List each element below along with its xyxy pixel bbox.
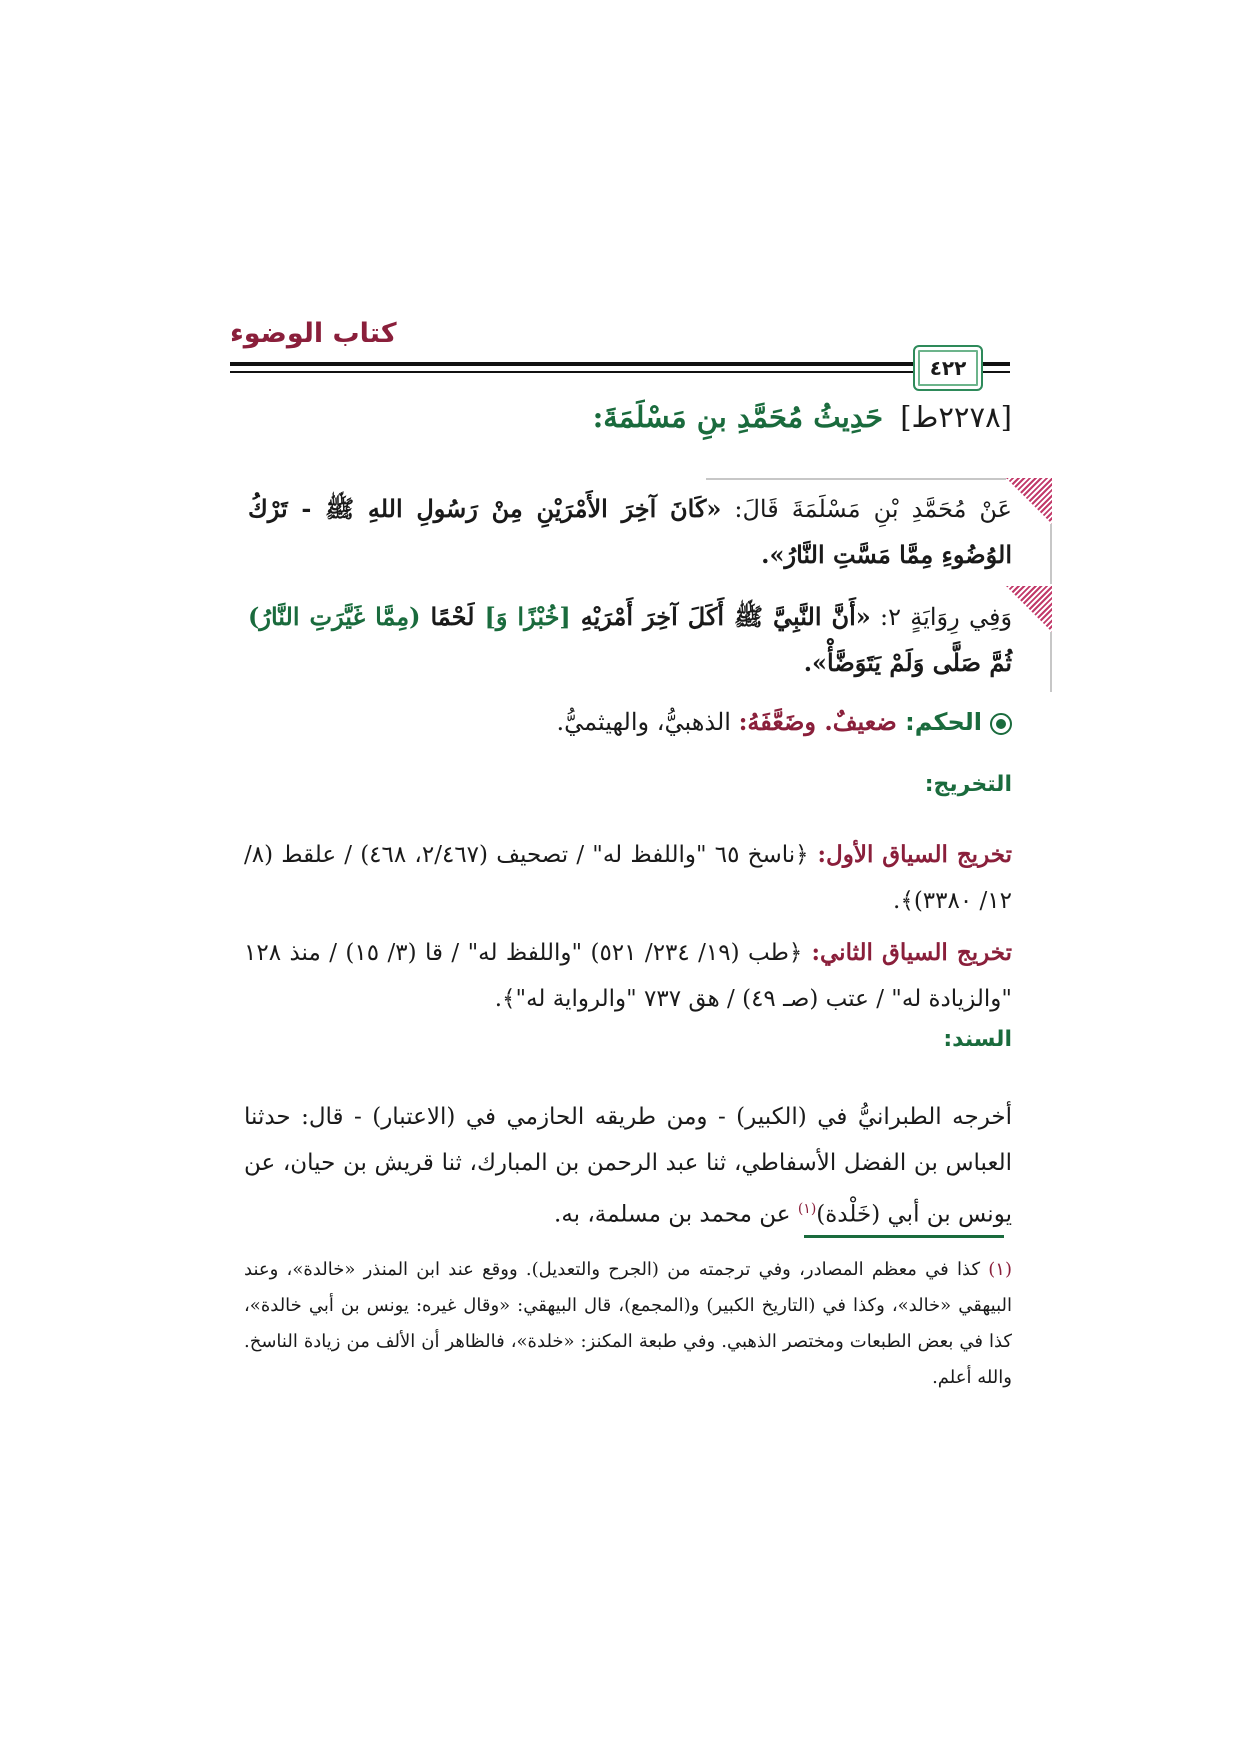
takhrij-1-text: ﴿ناسخ ٦٥ "واللفظ له" / تصحيف (٢/٤٦٧، ٤٦٨) / علقط (٨/ ١٢/ ٣٣٨٠)﴾. (244, 842, 1012, 914)
header-rule-thick (230, 362, 1010, 366)
section-heading (593, 400, 1012, 434)
section-number: [٢٢٧٨ط] (900, 400, 1012, 434)
section-title: حَدِيثُ مُحَمَّدِ بنِ مَسْلَمَةَ: (592, 400, 883, 434)
flower-bullet-icon (990, 713, 1012, 735)
sanad-text-a: أخرجه الطبرانيُّ في (الكبير) - ومن طريقه الحازمي في (الاعتبار) - قال: حدثنا العباس بن الفضل الأسفاطي، ثنا عبد الرحمن بن المبارك، ثنا قريش بن حيان، عن يونس بن أبي (خَلْدة) (244, 1104, 1012, 1228)
header-rule-thin (230, 371, 1010, 373)
verdict-line (556, 707, 1012, 736)
verdict-value: ضعيفٌ. وضَعَّفَهُ: (738, 707, 897, 736)
hadith-2-addition: [خُبْزًا وَ] (484, 602, 571, 631)
footnote-divider (804, 1235, 1004, 1238)
takhrij-paragraph-2 (244, 930, 1012, 1022)
hadith-frame-line (1050, 524, 1052, 584)
verdict-label: الحكم: (896, 708, 982, 736)
hadith-1-intro: عَنْ مُحَمَّدِ بْنِ مَسْلَمَةَ قَالَ: (721, 495, 1013, 523)
footnote-reference[interactable]: (١) (797, 1201, 817, 1217)
hadith-2-matn-e: ثُمَّ صَلَّى وَلَمْ يَتَوَضَّأْ». (803, 648, 1012, 677)
footnote-text: كذا في معظم المصادر، وفي ترجمته من (الجرح والتعديل). ووقع عند ابن المنذر «خالدة»، وعند البيهقي «خالد»، وكذا في (التاريخ الكبير) و(المجمع)، قال البيهقي: «وقال غيره: يونس بن أبي خالدة»، كذا في بعض الطبعات ومختصر الذهبي. وفي طبعة المكنز: «خلدة»، فالظاهر أن الألف من زيادة الناسخ. والله أعلم. (244, 1259, 1012, 1388)
hadith-text-1 (248, 486, 1012, 578)
hadith-frame-line (706, 478, 1006, 480)
hadith-2-matn-a: «أَنَّ النَّبِيَّ ﷺ أَكَلَ آخِرَ أَمْرَيْهِ (570, 602, 871, 631)
takhrij-paragraph-1 (244, 832, 1012, 924)
hadith-frame-line (1050, 632, 1052, 692)
chapter-title: كتاب الوضوء (230, 318, 397, 349)
corner-ornament-icon (1006, 478, 1052, 524)
sanad-text-b: عن محمد بن مسلمة، به. (554, 1201, 798, 1228)
corner-ornament-icon (1006, 586, 1052, 632)
sanad-heading: السند: (943, 1027, 1012, 1052)
takhrij-2-label: تخريج السياق الثاني: (802, 939, 1013, 966)
hadith-2-intro: وَفِي رِوَايَةٍ ٢: (870, 603, 1013, 631)
sanad-paragraph (244, 1094, 1012, 1238)
page-header (230, 318, 1018, 390)
takhrij-1-label: تخريج السياق الأول: (808, 841, 1013, 868)
takhrij-heading: التخريج: (924, 772, 1012, 797)
footnote (244, 1252, 1012, 1396)
verdict-rest: الذهبيُّ، والهيثميُّ. (556, 708, 739, 736)
hadith-1-matn: «كَانَ آخِرَ الأَمْرَيْنِ مِنْ رَسُولِ اللهِ ﷺ - تَرْكُ الوُضُوءِ مِمَّا مَسَّتِ النَّارُ». (248, 494, 1012, 569)
hadith-text-2 (248, 594, 1012, 686)
takhrij-2-text: ﴿طب (١٩/ ٢٣٤/ ٥٢١) "واللفظ له" / قا (٣/ ١٥) / منذ ١٢٨ "والزيادة له" / عتب (صـ ٤٩) / هق ٧٣٧ "والرواية له"﴾. (244, 940, 1012, 1012)
page-number: ٤٢٢ (913, 345, 983, 391)
hadith-2-matn-c: لَحْمًا (420, 602, 485, 631)
footnote-number: (١) (988, 1259, 1012, 1280)
hadith-2-addition-2: (مِمَّا غَيَّرَتِ النَّارُ) (248, 602, 421, 631)
